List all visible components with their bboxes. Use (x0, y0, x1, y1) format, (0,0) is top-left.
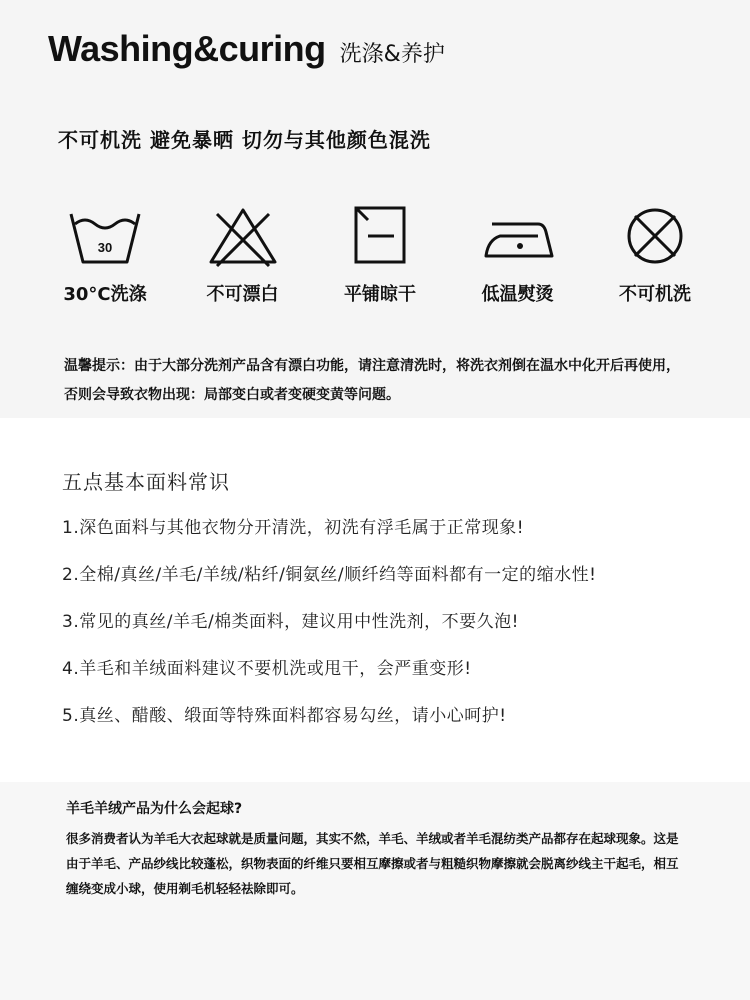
no-bleach-icon (203, 200, 283, 270)
fabric-tips-title: 五点基本面料常识 (62, 470, 230, 494)
care-tip-text: 温馨提示：由于大部分洗剂产品含有漂白功能，请注意清洗时，将洗衣剂倒在温水中化开后再使用，否则会导致衣物出现：局部变白或者变硬变黄等问题。 (64, 358, 680, 403)
fabric-tip-item: 4.羊毛和羊绒面料建议不要机洗或甩干，会严重变形! (62, 659, 472, 679)
care-symbol-iron-low (453, 200, 583, 306)
care-symbol-no-bleach (178, 200, 308, 306)
wash-temp-text: 30 (97, 240, 113, 255)
fabric-tip-item: 5.真丝、醋酸、缎面等特殊面料都容易勾丝，请小心呵护! (62, 706, 507, 726)
care-symbol-dry-flat (315, 200, 445, 306)
heading-chinese: 洗涤&养护 (339, 42, 445, 67)
care-warning: 不可机洗 避免暴晒 切勿与其他颜色混洗 (58, 128, 431, 152)
dry-flat-shade-icon (340, 200, 420, 270)
care-symbol-no-machine-wash (590, 200, 720, 306)
care-label-wash-30: 30°C洗涤 (63, 284, 147, 305)
care-label-iron-low: 低温熨烫 (481, 284, 554, 305)
care-symbol-wash-30 (40, 200, 170, 306)
fabric-tip-item: 3.常见的真丝/羊毛/棉类面料，建议用中性洗剂，不要久泡! (62, 612, 519, 632)
fabric-tips-list (62, 512, 722, 747)
wash-30-icon (65, 200, 145, 270)
iron-low-icon (478, 200, 558, 270)
heading-english: Washing&curing (48, 28, 326, 69)
faq-question: 羊毛羊绒产品为什么会起球? (66, 801, 243, 817)
faq-answer: 很多消费者认为羊毛大衣起球就是质量问题，其实不然，羊毛、羊绒或者羊毛混纺类产品都存在起球现象。这是由于羊毛、产品纱线比较蓬松，织物表面的纤维只要相互摩擦或者与粗糙织物摩擦就会脱离纱线主干起毛，相互缠绕变成小球，使用剃毛机轻轻祛除即可。 (66, 831, 679, 896)
care-symbols-row (40, 200, 720, 306)
fabric-tip-item: 1.深色面料与其他衣物分开清洗，初洗有浮毛属于正常现象! (62, 518, 525, 538)
care-label-no-machine-wash: 不可机洗 (619, 284, 691, 305)
page-heading (48, 28, 445, 70)
no-machine-wash-icon (615, 200, 695, 270)
care-label-dry-flat: 平铺晾干 (344, 284, 416, 305)
fabric-tip-item: 2.全棉/真丝/羊毛/羊绒/粘纤/铜氨丝/顺纤绉等面料都有一定的缩水性! (62, 565, 597, 585)
care-label-no-bleach: 不可漂白 (206, 284, 279, 305)
